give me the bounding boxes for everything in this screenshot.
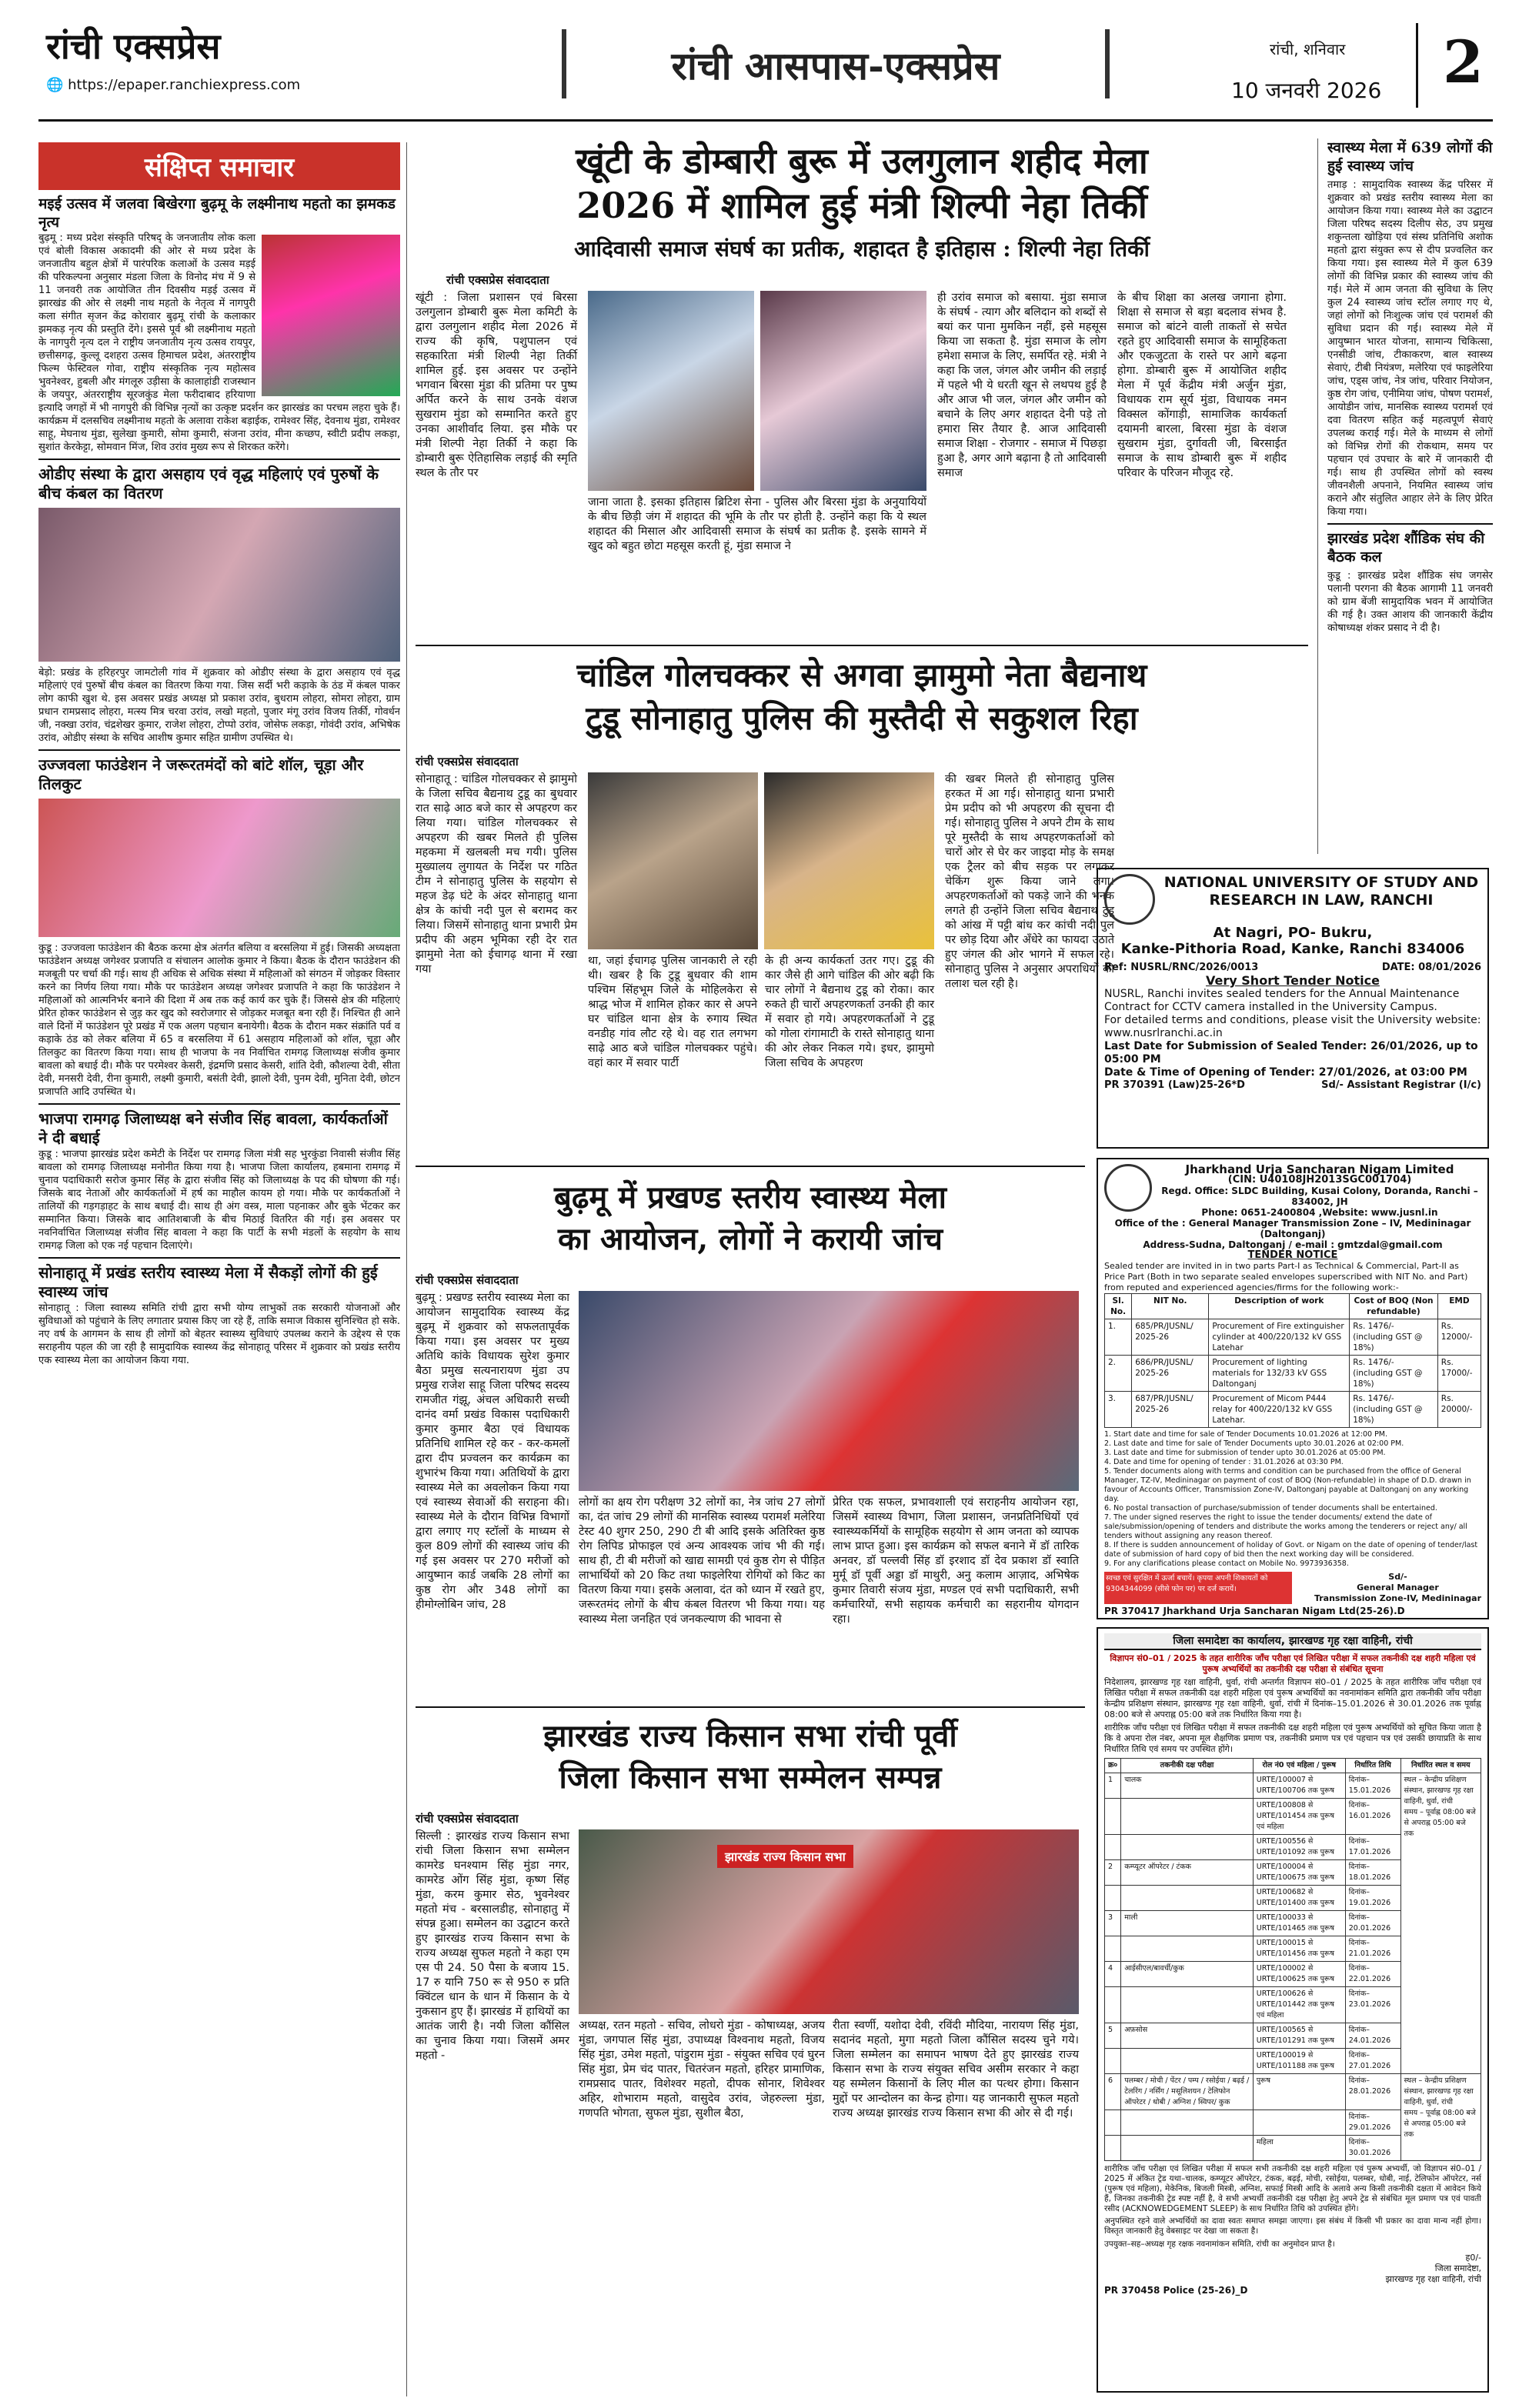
masthead-rule <box>38 119 1493 122</box>
schedule-cell-no <box>1105 2110 1121 2136</box>
lead-4-bureau: रांची एक्सप्रेस संवाददाता <box>416 1812 519 1826</box>
tender-cell-sl: 1. <box>1105 1319 1132 1356</box>
tender-row <box>1105 1392 1481 1428</box>
schedule-cell-roll: URTE/100626 से URTE/101442 तक पुरूष एवं महिला <box>1253 1987 1345 2023</box>
place-text: स्थल – केन्द्रीय प्रशिक्षण संस्थान, झारखण्ड गृह रक्षा वाहिनी, धुर्वा, रांची <box>1404 2076 1474 2106</box>
jusnl-tender-table <box>1104 1293 1481 1428</box>
brief-1-photo <box>262 235 400 396</box>
schedule-cell-date: दिनांक–23.01.2026 <box>1345 1987 1400 2023</box>
newspaper-logo: रांची एक्सप्रेस <box>46 25 221 67</box>
lead-4-headline-a: झारखंड राज्य किसान सभा रांची पूर्वी <box>543 1718 957 1754</box>
tender-cell-desc: Procurement of Fire extinguisher cylinder at 400/220/132 kV GSS Latehar <box>1209 1319 1350 1356</box>
schedule-cell-roll: URTE/100556 से URTE/101092 तक पुरूष <box>1253 1835 1345 1860</box>
lead-4-headline-b: जिला किसान सभा सम्मेलन सम्पन्न <box>559 1759 942 1796</box>
nusrl-sd: Sd/- <box>1321 1079 1344 1091</box>
schedule-cell-trade <box>1121 1835 1254 1860</box>
schedule-cell-no: 6 <box>1105 2074 1121 2110</box>
page-divider <box>1416 23 1418 108</box>
schedule-cell-no <box>1105 2136 1121 2161</box>
schedule-cell-date: दिनांक–18.01.2026 <box>1345 1860 1400 1886</box>
lead-2-col-3: के ही अन्य कार्यकर्ता उतर गए। टुडू की कार जैसे ही आगे चांडिल की ओर बढ़ी कि चार लोगों ने बैद्यनाथ टुडू को रोका। कार रुकते ही चारों अपहरणकर्ता उनकी ही कार में सवार हो गये। अपहरणकर्ताओं ने टुडू को गोला रांगामाटी के रास्ते सोनाहातु थाना की ओर लेकर निकल गये। इधर, झामुमो जिला सचिव के अपहरण <box>765 955 934 1069</box>
schedule-cell-no: 3 <box>1105 1911 1121 1936</box>
col-roll: रोल नं0 एवं महिला / पुरूष <box>1253 1759 1345 1773</box>
lead-1-col-2: जाना जाता है. इसका इतिहास ब्रिटिश सेना - पुलिस और बिरसा मुंडा के अनुयायियों के बीच छिड़ी जंग में शहादत की भूमि के तौर पर होती है. उन्होंने कहा कि ये स्थल शहादत की मिसाल और आदिवासी समाज के संघर्ष का प्रतीक है. इसके सामने में खुद को बहुत छोटा महसूस करती हूं, मुंडा समाज ने <box>588 496 926 552</box>
schedule-cell-roll: URTE/100033 से URTE/101465 तक पुरूष <box>1253 1911 1345 1936</box>
tender-row <box>1105 1319 1481 1356</box>
brief-1-title: मइर्ई उत्सव में जलवा बिखेरगा बुढ़मू के लक्ष्मीनाथ महतो का झमकड नृत्य <box>38 195 396 231</box>
jusnl-phone: Phone: 0651-2400804 ,Website: www.jusnl.in <box>1201 1207 1438 1218</box>
lead-3-headline-b: का आयोजन, लोगों ने करायी जांच <box>558 1221 943 1257</box>
col-place: निर्धारित स्थल व समय <box>1400 1759 1481 1773</box>
tender-term: 1. Start date and time for sale of Tender Documents 10.01.2026 at 12:00 PM. <box>1104 1430 1388 1439</box>
schedule-cell-trade: माली <box>1121 1911 1254 1936</box>
divider <box>38 1103 400 1105</box>
brief-5-title: सोनाहातू में प्रखंड स्तरीय स्वास्थ्य मेला में सैकड़ों लोगों की हुई स्वास्थ्य जांच <box>38 1263 378 1301</box>
nusrl-body-2: For detailed terms and conditions, please visit the University website: www.nusrlranchi.ac.in <box>1104 1014 1481 1039</box>
lead-2-col-4: की खबर मिलते ही सोनाहातु पुलिस हरकत में आ गई। सोनाहातु थाना प्रभारी प्रेम प्रदीप को भी अपहरण की सूचना दी गई। सोनाहातु पुलिस ने अपने टीम के साथ पूरे मुस्तैदी के साथ अपहरणकर्ताओं को चारों ओर से घेर कर जाइदा मोड़ के समक्ष एक ट्रैलर को बीच सड़क पर लगाकर चेकिंग शुरू किया जाने लगा। अपहरणकर्ताओं को पकड़े जाने की भनक लगते ही उन्होंने जिला सचिव बैद्यनाथ टुडू को आंख में पट्टी बांध कर कांची नदी पुल पर छोड़ दिया और अँधेरे का फायदा उठाते हुए जंगल की ओर भागने में सफल रहे। सोनाहातु पुलिस ने अनुसार अपराधियों की तलाश चल रही है। <box>945 773 1114 990</box>
tender-cell-desc: Procurement of lighting materials for 132/33 kV GSS Daltonganj <box>1209 1356 1350 1392</box>
lead-story-1 <box>416 138 1308 639</box>
tender-cell-cost: Rs. 1476/- (including GST @ 18%) <box>1350 1319 1438 1356</box>
col-emd: EMD <box>1437 1294 1481 1319</box>
jusnl-intro: Sealed tender are invited in in two parts Part-I as Technical & Commercial, Part-II as Price Part (Both in two separate sealed envelopes superscribed with NIT No. and Part) from reputed and experienced agencies/firms for the following work:- <box>1104 1261 1468 1292</box>
issue-date: 10 जनवरी 2026 <box>1231 78 1382 103</box>
schedule-cell-date: दिनांक–22.01.2026 <box>1345 1962 1400 1987</box>
schedule-cell-no: 1 <box>1105 1773 1121 1799</box>
lead-4-col-3: रीता स्वर्णी, यशोदा देवी, रविंदी मौदिया, नारायण सिंह मुंडा, सदानंद महतो, मुगा महतो जिला कौंसिल सदस्य चुने गये। जिला सम्मेलन का समापन भाषण देते हुए झारखंड राज्य किसान सभा के राज्य संयुक्त सचिव असीम सरकार ने कहा यह सम्मेलन किसानों के लिए मील का पत्थर होगा। किसान मुद्दों पर आन्दोलन का केन्द्र होगा। यह जानकारी सुफल महतो राज्य अध्यक्ष झारखंड राज्य किसान सभा की ओर से दी गई। <box>833 2019 1079 2120</box>
schedule-cell-trade <box>1121 1936 1254 1962</box>
home-guard-schedule <box>1104 1758 1481 2161</box>
schedule-cell-trade: आईसीएल/बावर्ची/कुक <box>1121 1962 1254 1987</box>
lead-3-headline-a: बुढ़मू में प्रखण्ड स्तरीय स्वास्थ्य मेला <box>554 1179 946 1216</box>
nusrl-last-date: Last Date for Submission of Sealed Tender: 26/01/2026, up to 05:00 PM <box>1104 1040 1478 1066</box>
lead-2-headline-b: टुडू सोनाहातु पुलिस की मुस्तैदी से सकुशल रिहा <box>586 699 1138 737</box>
right-2-title: झारखंड प्रदेश शौंडिक संघ की बैठक कल <box>1327 530 1485 565</box>
jusnl-terms <box>1104 1430 1481 1569</box>
divider <box>416 1706 1085 1708</box>
home-guard-header: जिला समादेष्टा का कार्यालय, झारखण्ड गृह रक्षा वाहिनी, रांची <box>1104 1633 1481 1650</box>
brief-3-body: कुडू : उज्जवला फाउंडेशन की बैठक करमा क्षेत्र अंतर्गत बलिया व बरसलिया में हुई। जिसकी अध्यक्षता फाउंडेशन अध्यक्ष जगेश्वर प्रजापति व संचालन आलोक कुमार ने किया। बैठक के दौरान फाउंडेशन की मजबूती पर चर्चा की गई। साथ ही अधिक से अधिक संस्था में महिलाओं को संगठन में जोड़कर विस्तार करने का निर्णय लिया गया। मौके पर फाउंडेशन अध्यक्ष जगेश्वर प्रजापति ने कहा कि फाउंडेशन ने महिलाओं को आत्मनिर्भर बनाने की दिशा में अब तक कई कार्य कर चुके हैं। जिससे क्षेत्र की महिलाएं प्रेरित होकर फाउंडेशन से जुड़ कर खुद को स्वरोजगार से जोड़कर मजबूत बना रही हैं। निश्चित ही आने वाले दिनों में फाउंडेशन पूरे प्रखंड में एक अलग पहचान बनायेगी। बैठक के दौरान मकर संक्रांति पर्व व कड़ाके ठंड को लेकर बलिया में 65 व बरसलिया में 61 असहाय महिलाओं को शॉल, चूड़ा और तिलकुट का वितरण किया गया। साथ ही भाजपा के नव निर्वाचित रामगढ़ जिलाध्यक्ष संजीव कुमार बावला को बधाई दी। मौके पर परमेश्वर केसरी, इंद्रमणि प्रसाद केसरी, शांति देवी, कौशल्या देवी, सीता देवी, मनसरी देवी, रीना कुमारी, लक्ष्मी कुमारी, बसंती देवी, झालो देवी, पुनम देवी, मुनिता देवी, छोटन प्रजापति आदि उपस्थित थे। <box>38 942 400 1098</box>
schedule-cell-date: दिनांक–24.01.2026 <box>1345 2023 1400 2049</box>
lead-1-photo-1 <box>588 291 754 491</box>
schedule-cell-date: दिनांक–20.01.2026 <box>1345 1911 1400 1936</box>
home-guard-notice <box>1097 1627 1489 2393</box>
masthead <box>0 0 1529 123</box>
nusrl-open-date: Date & Time of Opening of Tender: 27/01/2026, at 03:00 PM <box>1104 1066 1467 1079</box>
jusnl-tender-ad <box>1097 1158 1489 1619</box>
schedule-cell-trade <box>1121 1886 1254 1911</box>
epaper-url-text: https://epaper.ranchiexpress.com <box>68 77 301 93</box>
lead-3-col-3: प्रेरित एक सफल, प्रभावशाली एवं सराहनीय आयोजन रहा, जिसमें स्वास्थ्य विभाग, जिला प्रशासन, जनप्रतिनिधियों एवं स्वास्थ्यकर्मियों के सामूहिक सहयोग से आम जनता को व्यापक लाभ प्राप्त हुआ। इस कार्यक्रम को सफल बनाने में डॉ तारिक अनवर, डॉ पल्लवी सिंह डॉ इरशाद डॉ देव प्रकाश डॉ स्वाति मुर्मू डॉ पूर्वी अड्डा डॉ माथुरी, अनु कलाम आज़ाद, अभिषेक कुमार तिवारी संजय मुंडा, मण्डल एवं सभी पदाधिकारी, सभी कर्मचारियों, सभी सहायक कर्मचारी का सहरानीय योगदान रहा। <box>833 1496 1079 1626</box>
home-guard-sign-2: झारखण्ड गृह रक्षा वाहिनी, रांची <box>1385 2274 1481 2284</box>
tender-cell-cost: Rs. 1476/- (including GST @ 18%) <box>1350 1392 1438 1428</box>
tender-term: 7. The under signed reserves the right to issue the tender documents/ extend the date of sale/submission/opening of tenders and distribute the works among the tenderers or reject any/ all tenders without assigning any reason thereof. <box>1104 1513 1467 1540</box>
schedule-cell-roll: पुरूष <box>1253 2074 1345 2110</box>
home-guard-p4: अनुपस्थित रहने वाले अभ्यर्थियों का दावा स्वतः समाप्त समझा जाएगा। इस संबंध में किसी भी प्रकार का दावा मान्य नहीं होगा। विस्तृत जानकारी हेतु वेबसाइट पर देखा जा सकता है। <box>1104 2216 1481 2236</box>
divider <box>1327 523 1493 525</box>
column-rule <box>1317 138 1318 854</box>
brief-4-title: भाजपा रामगढ़ जिलाध्यक्ष बने संजीव सिंह बावला, कार्यकर्ताओं ने दी बधाई <box>38 1109 388 1147</box>
globe-icon: 🌐 <box>46 77 68 93</box>
col-sl: Sl. No. <box>1105 1294 1132 1319</box>
lead-1-subhead: आदिवासी समाज संघर्ष का प्रतीक, शहादत है इतिहास : शिल्पी नेहा तिर्की <box>574 236 1150 262</box>
schedule-cell-date: दिनांक–28.01.2026 <box>1345 2074 1400 2110</box>
lead-story-3 <box>416 1177 1085 1700</box>
tender-cell-cost: Rs. 1476/- (including GST @ 18%) <box>1350 1356 1438 1392</box>
jusnl-regd: Regd. Office: SLDC Building, Kusai Colony, Doranda, Ranchi – 834002, JH <box>1161 1186 1478 1207</box>
nusrl-addr1: At Nagri, PO- Bukru, <box>1213 925 1373 941</box>
lead-2-col-2: था, जहां ईचागढ़ पुलिस जानकारी ले रही थी। खबर है कि टुडू बुधवार की शाम पश्चिम सिंहभूम जिले के मोहिलकेरा से श्राद्ध भोज में शामिल होकर कार से अपने घर चांडिल थाना क्षेत्र के रुगाय स्थित वनडीह गांव लौट रहे थे। वह रात लगभग साढ़े आठ बजे चांडिल गोलचक्कर पहुंचे। वहां कार में सवार पार्टी <box>588 955 757 1069</box>
jusnl-slogan: स्वच्छ एवं सुरक्षित में ऊर्जा बचायें। कृपया अपनी शिकायतों को 9304344099 (सीसे फोन पर) पर दर्ज करायें। <box>1104 1572 1292 1604</box>
column-rule <box>406 142 407 2396</box>
schedule-cell-no <box>1105 1835 1121 1860</box>
schedule-cell-roll: URTE/100002 से URTE/100625 तक पुरूष <box>1253 1962 1345 1987</box>
schedule-cell-trade <box>1121 2049 1254 2074</box>
schedule-cell-date: दिनांक–15.01.2026 <box>1345 1773 1400 1799</box>
schedule-row <box>1105 2074 1481 2110</box>
jusnl-pr: PR 370417 Jharkhand Urja Sancharan Nigam Ltd(25-26).D <box>1104 1606 1405 1616</box>
tender-term: 4. Date and time for opening of tender : 31.01.2026 at 03:30 PM. <box>1104 1458 1344 1466</box>
col-nit: NIT No. <box>1132 1294 1209 1319</box>
tender-cell-sl: 3. <box>1105 1392 1132 1428</box>
lead-3-bureau: रांची एक्सप्रेस संवाददाता <box>416 1273 519 1287</box>
schedule-cell-no <box>1105 2049 1121 2074</box>
tender-cell-emd: Rs. 17000/- <box>1437 1356 1481 1392</box>
place-text: स्थल – केन्द्रीय प्रशिक्षण संस्थान, झारखण्ड गृह रक्षा वाहिनी, धुर्वा, रांची <box>1404 1776 1474 1806</box>
home-guard-pr: PR 370458 Police (25-26)_D <box>1104 2285 1248 2296</box>
lead-4-col-2: अध्यक्ष, रतन महतो - सचिव, लोधरो मुंडा - कोषाध्यक्ष, अजय मुंडा, जगपाल सिंह मुंडा, उपाध्यक्ष विश्वनाथ महतो, विजय सिंह मुंडा, उमेश महतो, पांडुराम मुंडा - संयुक्त सचिव एवं घुरन सिंह मुंडा, प्रेम चंद पातर, चितरंजन महतो, हरिहर प्रामाणिक, रामप्रसाद पातर, विशेश्वर महतो, दीपक सोनार, शिवेश्वर अहिर, शोभाराम महतो, वासुदेव उरांव, जेहरुल्ला मुंडा, गणपति भोगता, सुफल मुंडा, सुशील बैठा, <box>579 2019 825 2120</box>
brief-2-body: बेड़ो: प्रखंड के हरिहरपुर जामटोली गांव में शुक्रवार को ओडीए संस्था के द्वारा असहाय एवं वृद्ध महिलाएं एवं पुरुषों बीच कंबल का वितरण किया गया. जिस सर्दी भरी कड़ाके के ठंड में कंबल पाकर लोग काफी खुश थे. इस अवसर प्रखंड अध्यक्ष प्रो प्रकाश उरांव, बुधराम लोहरा, सोमरा लोहरा, ग्राम प्रधान रामप्रसाद लोहरा, मत्स्य मित्र चरवा उरांव, लखो महतो, पुजार मंगू उरांव विजय तिर्की, गोवर्धन जी, नक्खा उरांव, चंद्रशेखर कुमार, राजेश लोहरा, टोप्पो उरांव, जोसेफ लकड़ा, गोवंदी उरांव, अभिषेक उरांव, ओडीए संस्था के सचिव आशीष कुमार सहित ग्रामीण उपस्थित थे। <box>38 667 400 744</box>
nusrl-name: NATIONAL UNIVERSITY OF STUDY AND RESEARCH IN LAW, RANCHI <box>1163 874 1479 909</box>
time-text: समय – पूर्वाह्न 08:00 बजे से अपराह्न 05:00 बजे तक <box>1404 1808 1476 1838</box>
schedule-cell-date: दिनांक–27.01.2026 <box>1345 2049 1400 2074</box>
divider <box>38 459 400 460</box>
schedule-cell-no <box>1105 1987 1121 2023</box>
schedule-cell-roll: URTE/100015 से URTE/101456 तक पुरूष <box>1253 1936 1345 1962</box>
schedule-cell-trade: कम्प्यूटर ऑपरेटर / टंकक <box>1121 1860 1254 1886</box>
schedule-cell-roll <box>1253 2110 1345 2136</box>
nusrl-notice-title: Very Short Tender Notice <box>1206 973 1380 988</box>
schedule-cell-no: 2 <box>1105 1860 1121 1886</box>
jusnl-notice-title: TENDER NOTICE <box>1247 1249 1338 1261</box>
schedule-cell-no: 5 <box>1105 2023 1121 2049</box>
nusrl-addr2: Kanke-Pithoria Road, Kanke, Ranchi 834006 <box>1120 941 1465 957</box>
brief-3-photo <box>38 799 400 937</box>
place-day: रांची, शनिवार <box>1270 40 1346 58</box>
tender-cell-desc: Procurement of Micom P444 relay for 400/220/132 kV GSS Latehar. <box>1209 1392 1350 1428</box>
schedule-cell-no <box>1105 1886 1121 1911</box>
schedule-cell-roll: URTE/100565 से URTE/101291 तक पुरूष <box>1253 2023 1345 2049</box>
schedule-row <box>1105 1773 1481 1799</box>
schedule-cell-roll: URTE/100007 से URTE/100706 तक पुरूष <box>1253 1773 1345 1799</box>
lead-1-headline-a: खूंटी के डोम्बारी बुरू में उलगुलान शहीद मेला <box>576 140 1148 182</box>
home-guard-p2: शारीरिक जाँच परीक्षा एवं लिखित परीक्षा में सफल तकनीकी दक्ष शहरी महिला एवं पुरूष अभ्यर्थियों को सूचित किया जाता है कि वे अपना रोल नंबर, अपना मूल शैक्षणिक प्रमाण पत्र, तकनीकी प्रमाण पत्र एवं पहचान पत्र एवं उसकी छायाप्रति के साथ निर्धारित तिथि एवं समय पर उपस्थित होंगे। <box>1104 1723 1481 1754</box>
nusrl-sign: Assistant Registrar (I/c) <box>1347 1079 1481 1091</box>
jusnl-office: Office of the : General Manager Transmission Zone – IV, Medininagar (Daltonganj) <box>1114 1218 1471 1239</box>
col-trade: तकनीकी दक्ष परीक्षा <box>1121 1759 1254 1773</box>
schedule-cell-date: दिनांक–19.01.2026 <box>1345 1886 1400 1911</box>
nusrl-pr: PR 370391 (Law)25-26*D <box>1104 1079 1245 1091</box>
lead-2-photo-1 <box>588 772 758 949</box>
home-guard-p3: शारीरिक जाँच परीक्षा एवं लिखित परीक्षा में सफल सभी तकनीकी दक्ष शहरी महिला एवं पुरूष अभ्यर्थी, जो विज्ञापन सं0–01 / 2025 में अंकित ट्रेड यथा–चालक, कम्प्यूटर ऑपरेटर, टंकक, बढ़ई, मोची, रसोईया, पलम्बर, धोबी, नाई, टेलिफोन ऑपरेटर, नर्स (पुरूष एवं महिला), मेकेनिक, बिजली मिस्त्री, अग्निश, सफाई मिस्त्री आदि के अलावे अन्य किसी तकनीकी दक्षता में आवेदन किये हैं, जिनका तकनीकी ट्रेड स्पष्ट नहीं है, वे सभी अभ्यर्थी तकनीकी दक्ष परीक्षा हेतु अपने ट्रेड से संबंधित मूल प्रमाण पत्र एवं पावती रसीद (ACKNOWEDGEMENT SLEEP) के साथ निर्धारित तिथि को उपस्थित होंगे। <box>1104 2164 1481 2213</box>
schedule-cell-trade: अफ़सोस <box>1121 2023 1254 2049</box>
tender-cell-sl: 2. <box>1105 1356 1132 1392</box>
lead-1-headline-b: 2026 में शामिल हुई मंत्री शिल्पी नेहा तिर्की <box>576 185 1147 226</box>
brief-2-photo <box>38 508 400 662</box>
tender-term: 9. For any clarifications please contact on Mobile No. 9973936358. <box>1104 1559 1349 1568</box>
divider <box>38 749 400 751</box>
brief-1-body: बुढ़मू : मध्य प्रदेश संस्कृति परिषद् के जनजातीय लोक कला एवं बोली विकास अकादमी की ओर से मध्य प्रदेश के जनजातीय बहुल क्षेत्रों में पारंपरिक कलाओं के उत्सव मड़ई की परिकल्पना अनुसार मंडला जिला के विनोद मंच में 9 से 11 जनवरी तक आयोजित तीन दिवसीय मड़ई उत्सव में झारखंड की ओर से लक्ष्मी नाथ महतो के नेतृत्व में नागपुरी कला संगीत सृजन केंद्र कोरावार बुढ़मू रांची के कलाकार झमकड़ नृत्य की प्रस्तुति देंगे। इससे पूर्व श्री लक्ष्मीनाथ महतो के नागपुरी नृत्य दल ने राष्ट्रीय जनजातीय नृत्य उत्सव रायपुर, छत्तीसगढ़, कुल्लू दशहरा उत्सव हिमाचल प्रदेश, अंतरराष्ट्रीय फिल्म फेस्टिवल गोवा, राष्ट्रीय संस्कृतिक नृत्य महोत्सव भुवनेश्वर, हुबली और मंगलूरु उड़ीसा के कालाहांडी राजस्थान के जयपुर, अंतरराष्ट्रीय सूरजकुंड मेला फरीदाबाद हरियाणा इत्यादि जगहों में भी नागपुरी की विभिन्न नृत्यों का उत्कृष्ट प्रदर्शन कर झारखंड का परचम लहरा चुके हैं। कार्यक्रम में दलसचिव लक्ष्मीनाथ महतो के अलावा राकेश बड़ाईक, रामेश्वर सिंह, देवनाथ मुंडा, रामेश्वर साहू, मेघनाथ मुंडा, सुलेखा कुमारी, सोमा कुमारी, संजना उरांव, मीना कच्छप, स्वीटी प्रदीप लकड़ा, सुशांत केरकेट्टा, सोमवान मिंज, शिव उरांव मुख्य रूप से शिरकत करेंगे। <box>38 232 400 453</box>
schedule-cell-trade <box>1121 2136 1254 2161</box>
schedule-cell-roll: URTE/100682 से URTE/101400 तक पुरूष <box>1253 1886 1345 1911</box>
tender-cell-nit: 686/PR/JUSNL/ 2025-26 <box>1132 1356 1209 1392</box>
section-banner <box>562 29 1110 98</box>
brief-column <box>38 142 400 2396</box>
schedule-cell-trade <box>1121 2110 1254 2136</box>
lead-4-photo-banner: झारखंड राज्य किसान सभा <box>717 1845 853 1868</box>
home-guard-sign-1: जिला समादेष्टा, <box>1434 2263 1481 2273</box>
schedule-cell-roll: URTE/100019 से URTE/101188 तक पुरूष <box>1253 2049 1345 2074</box>
jusnl-zone: Transmission Zone-IV, Medininagar <box>1314 1593 1481 1603</box>
col-no: क्र० <box>1105 1759 1121 1773</box>
lead-2-photo-2 <box>764 772 934 949</box>
jusnl-name: Jharkhand Urja Sancharan Nigam Limited <box>1185 1162 1454 1176</box>
jusnl-logo-icon <box>1104 1164 1152 1212</box>
section-title: रांची आसपास-एक्सप्रेस <box>671 43 1000 88</box>
brief-3-title: उज्जवला फाउंडेशन ने जरूरतमंदों को बांटे शॉल, चूड़ा और तिलकुट <box>38 755 364 793</box>
brief-2-title: ओडीए संस्था के द्वारा असहाय एवं वृद्ध महिलाएं एवं पुरुषों के बीच कंबल का वितरण <box>38 465 379 502</box>
lead-2-col-1: सोनाहातू : चांडिल गोलचक्कर से झामुमो के जिला सचिव बैद्यनाथ टुडू का बुधवार रात साढ़े आठ बजे कार से अपहरण कर लिया गया। चांडिल गोलचक्कर से अपहरण की खबर मिलते ही पुलिस महकमा में खलबली मच गयी। पुलिस मुख्यालय लुगायत के निर्देश पर गठित टीम ने सोनाहातु पुलिस के सहयोग से महज डेढ़ घंटे के अंदर सोनाहातु थाना क्षेत्र के कांची नदी पुल से बरामद कर लिया। जिसमें सोनाहातु थाना प्रभारी प्रेम प्रदीप की अहम भूमिका रही देर रात झामुमो नेता को ईचागढ़ थाना में रखा गया <box>416 773 577 976</box>
schedule-cell-no <box>1105 1936 1121 1962</box>
schedule-cell-roll: महिला <box>1253 2136 1345 2161</box>
schedule-cell-trade <box>1121 1799 1254 1835</box>
col-desc: Description of work <box>1209 1294 1350 1319</box>
lead-3-photo <box>579 1291 1079 1491</box>
tender-cell-nit: 685/PR/JUSNL/ 2025-26 <box>1132 1319 1209 1356</box>
lead-1-bureau: रांची एक्सप्रेस संवाददाता <box>446 273 549 287</box>
time-text: समय – पूर्वाह्न 08:00 बजे से अपराह्न 05:00 बजे तक <box>1404 2109 1476 2139</box>
home-guard-ref: विज्ञापन सं0–01 / 2025 के तहत शारीरिक जाँच परीक्षा एवं लिखित परीक्षा में सफल तकनीकी दक्ष शहरी महिला एवं पुरूष अभ्यर्थियों का तकनीकी दक्ष परीक्षा से संबंधित सूचना <box>1110 1653 1476 1674</box>
jusnl-cin: (CIN: U40108JH2013SGC001704) <box>1227 1174 1412 1186</box>
jusnl-email: Address-Sudna, Daltonganj / e-mail : gmtzdal@gmail.com <box>1143 1239 1443 1250</box>
lead-2-bureau: रांची एक्सप्रेस संवाददाता <box>416 755 519 769</box>
schedule-cell-no: 4 <box>1105 1962 1121 1987</box>
tender-term: 2. Last date and time for sale of Tender Documents upto 30.01.2026 at 02:00 PM. <box>1104 1439 1404 1448</box>
lead-1-col-4: के बीच शिक्षा का अलख जगाना होगा. शिक्षा से समाज से बड़ा बदलाव संभव है. समाज को बांटने वाली ताकतों से सचेत रहते हुए आदिवासी समाज के सामूहिकता और एकजुटता के रास्ते पर आगे बढ़ना होगा. डोम्बारी बुरू में आयोजित शहीद मेला में पूर्व केंद्रीय मंत्री अर्जुन मुंडा, विधायक राम सूर्य मुंडा, विधायक नमन विक्सल कोंगाड़ी, सामाजिक कार्यकर्ता दयामनी बारला, बिरसा मुंडा के वंशज सुखराम मुंडा, दुर्गावती जी, बिरसाईत समाज के साथ डोम्बारी बुरू में शहीद परिवार के परिजन मौजूद रहे. <box>1117 292 1287 479</box>
schedule-cell-date: दिनांक–16.01.2026 <box>1345 1799 1400 1835</box>
schedule-place-1 <box>1400 1773 1481 2074</box>
lead-1-col-1: खूंटी : जिला प्रशासन एवं बिरसा उलगुलान डोम्बारी बुरू मेला कमिटी के द्वारा उलगुलान शहीद मेला 2026 में राज्य की कृषि, पशुपालन एवं सहकारिता मंत्री शिल्पी नेहा तिर्की शामिल हुई. इस अवसर पर उन्होंने भगवान बिरसा मुंडा की प्रतिमा पर पुष्प अर्पित करने के साथ उनके वंशज सुखराम मुंडा को सम्मानित करते हुए उनका आशीर्वाद लिया. इस मौके पर मंत्री शिल्पी नेहा तिर्की ने कहा कि डोम्बारी बुरू ऐतिहासिक लड़ाई की स्मृति स्थल के तौर पर <box>416 292 577 479</box>
page-number: 2 <box>1443 28 1484 96</box>
col-date: निर्धारित तिथि <box>1345 1759 1400 1773</box>
right-1-title: स्वास्थ्य मेला में 639 लोगों की हुई स्वास्थ्य जांच <box>1327 139 1493 175</box>
lead-story-4 <box>416 1716 1085 2393</box>
nusrl-body: NUSRL, Ranchi invites sealed tenders for the Annual Maintenance Contract for CCTV camera installed in the University Campus. <box>1104 988 1460 1013</box>
right-column <box>1327 138 1493 854</box>
university-seal-icon <box>1104 874 1155 925</box>
home-guard-sd: ह0/- <box>1465 2253 1481 2263</box>
tender-cell-emd: Rs. 20000/- <box>1437 1392 1481 1428</box>
epaper-url <box>46 77 300 93</box>
tender-term: 8. If there is sudden announcement of holiday of Govt. or Nigam on the date of opening of tender/last date of submission of hard copy of bid then the next working day will be considered. <box>1104 1541 1478 1559</box>
schedule-cell-date: दिनांक–30.01.2026 <box>1345 2136 1400 2161</box>
brief-5-body: सोनाहातू : जिला स्वास्थ्य समिति रांची द्वारा सभी योग्य लाभुकों तक सरकारी योजनाओं और सुविधाओं को पहुंचाने के लिए लगातार प्रयास किए जा रहे हैं, ताकि समाज विकास सुनिश्चित हो सके. नए वर्ष के आगमन के साथ ही लोगों को बेहतर स्वास्थ्य सुविधाएं उपलब्ध कराने के उद्देश्य से एक सराहनीय पहल की जा रही है सामुदायिक स्वास्थ्य केंद्र सोनाहातू परिसर में शुक्रवार को प्रखंड स्तरीय एक स्वास्थ्य मेला का आयोजन किया गया. <box>38 1302 400 1366</box>
home-guard-p1: निदेशालय, झारखण्ड गृह रक्षा वाहिनी, धुर्वा, रांची अन्तर्गत विज्ञापन सं0–01 / 2025 के तहत शारीरिक जाँच परीक्षा एवं लिखित परीक्षा में सफल तकनीकी दक्ष शहरी महिला एवं पुरूष अभ्यर्थियों का नवनामांकन समिति द्वारा तकनीकी जाँच परीक्षा केन्द्रीय प्रशिक्षण संस्थान, झारखण्ड गृह रक्षा वाहिनी, धुर्वा, रांची में दिनांक–15.01.2026 से 30.01.2026 तक पूर्वाह्न 08:00 बजे से अपराह्न 05:00 बजे तक निर्धारित किया गया है। <box>1104 1677 1481 1719</box>
schedule-cell-roll: URTE/100808 से URTE/101454 तक पुरूष एवं महिला <box>1253 1799 1345 1835</box>
divider <box>38 1257 400 1259</box>
schedule-place-2 <box>1400 2074 1481 2161</box>
lead-1-col-3: ही उरांव समाज को बसाया. मुंडा समाज के संघर्ष - त्याग और बलिदान को शब्दों से बयां कर पाना मुमकिन नहीं, इसे महसूस किया जा सकता है. मुंडा समाज के लोग हमेशा समाज के लिए, समर्पित रहे. मंत्री ने कहा कि जल, जंगल और जमीन की लड़ाई में पहले भी ये धरती खून से लथपथ हुई है और आज भी जल, जंगल और जमीन को बचाने के लिए अगर शहादत देनी पड़े तो हमारा सिर तैयार है. आज आदिवासी समाज शिक्षा - रोजगार - समाज में पिछड़ा हुआ है, अगर आगे बढ़ाना है तो आदिवासी समाज <box>937 292 1107 479</box>
nusrl-tender-ad <box>1097 868 1489 1149</box>
lead-1-photo-2 <box>760 291 926 491</box>
tender-row <box>1105 1356 1481 1392</box>
divider <box>416 1166 1085 1167</box>
tender-term: 3. Last date and time for submission of tender upto 30.01.2026 at 05:00 PM. <box>1104 1449 1386 1457</box>
schedule-cell-date: दिनांक–21.01.2026 <box>1345 1936 1400 1962</box>
schedule-cell-no <box>1105 1799 1121 1835</box>
home-guard-p5: उपयुक्त–सह–अध्यक्ष गृह रक्षक नवनामांकन समिति, रांची का अनुमोदन प्राप्त है। <box>1104 2240 1335 2249</box>
schedule-cell-trade <box>1121 1987 1254 2023</box>
schedule-cell-trade: चालक <box>1121 1773 1254 1799</box>
schedule-cell-roll: URTE/100004 से URTE/100675 तक पुरूष <box>1253 1860 1345 1886</box>
nusrl-date: DATE: 08/01/2026 <box>1381 962 1481 973</box>
schedule-cell-trade: पलम्बर / मोची / पेंटर / पम्प / रसोईया / बढ़ई / टेलरिंग / नर्सिंग / मसूलिशयन / टेलिफोन ऑपरेटर / धोबी / अग्निश / स्विपर/ कुक <box>1121 2074 1254 2110</box>
jusnl-sd: Sd/- <box>1388 1572 1407 1582</box>
lead-2-headline-a: चांडिल गोलचक्कर से अगवा झामुमो नेता बैद्यनाथ <box>576 656 1147 694</box>
lead-3-col-1: बुढ़मू : प्रखण्ड स्तरीय स्वास्थ्य मेला का आयोजन सामुदायिक स्वास्थ्य केंद्र बुढ़मू में शुक्रवार को सफलतापूर्वक किया गया। इस अवसर पर मुख्य अतिथि कांके विधायक सुरेश कुमार बैठा प्रमुख सत्यनारायण मुंडा उप प्रमुख राजेश साहू जिला परिषद सदस्य रामजीत गंझू, अंचल अधिकारी सच्ची दानंद वर्मा प्रखंड विकास पदाधिकारी कुमार कुमार बैठा एवं विधायक प्रतिनिधि शामिल रहे कर - कर-कमलों द्वारा दीप प्रज्वलन कर कार्यक्रम का शुभारंभ किया गया। अतिथियों के द्वारा स्वास्थ्य मेले का अवलोकन किया गया एवं स्वास्थ्य सेवाओं की सराहना की। स्वास्थ्य मेले के दौरान विभिन्न विभागों द्वारा लगाए गए स्टॉलों के माध्यम से कुल 809 लोगों की स्वास्थ्य जांच की गई इस अवसर पर 270 मरीजों को आयुष्मान कार्ड जबकि 28 लोगों का कुष्ठ रोग और 348 लोगों का हीमोग्लोबिन जांच, 28 <box>416 1292 569 1611</box>
tender-term: 5. Tender documents along with terms and condition can be purchased from the office of General Manager, TZ-IV, Medininagar on payment of cost of BOQ (Non-refundable) in shape of D.D. drawn in favour of Accounts Officer, Transmission Zone-IV, Daltonganj payable at Daltonganj on any working day. <box>1104 1467 1471 1503</box>
schedule-cell-date: दिनांक–29.01.2026 <box>1345 2110 1400 2136</box>
lead-3-col-2: लोगों का क्षय रोग परीक्षण 32 लोगों का, नेत्र जांच 27 लोगों का, दंत जांच 29 लोगों की मानसिक स्वास्थ्य परामर्श मलेरिया टेस्ट 40 शुगर 250, 290 टी बी आदि इसके अतिरिक्त कुष्ठ रोग लिपिड प्रोफाइल एवं अन्य आवश्यक जांच भी की गई। साथ ही, टी बी मरीजों को खाद्य सामग्री एवं कुष्ठ रोग से पीड़ित लाभार्थियों को 20 किट तथा फाइलेरिया रोगियों को किट का वितरण किया गया। इसके अलावा, दंत को ध्यान में रखते हुए, जरूरतमंद लोगों के बीच कंबल वितरण भी किया गया। यह स्वास्थ्य मेला जनहित एवं जनकल्याण की भावना से <box>579 1496 825 1626</box>
lead-4-photo <box>579 1829 1079 2014</box>
tender-cell-nit: 687/PR/JUSNL/ 2025-26 <box>1132 1392 1209 1428</box>
schedule-cell-date: दिनांक–17.01.2026 <box>1345 1835 1400 1860</box>
brief-header: संक्षिप्त समाचार <box>38 142 400 190</box>
tender-cell-emd: Rs. 12000/- <box>1437 1319 1481 1356</box>
col-cost: Cost of BOQ (Non refundable) <box>1350 1294 1438 1319</box>
nusrl-ref: Ref: NUSRL/RNC/2026/0013 <box>1104 962 1259 973</box>
brief-4-body: कुडू : भाजपा झारखंड प्रदेश कमेटी के निर्देश पर रामगढ़ जिला मंत्री सह भुरकुंडा निवासी संजीव सिंह बावला को रामगढ़ जिलाध्यक्ष मनोनीत किया गया है। भाजपा जिला कार्यालय, हबमाना रामगढ़ में चुनाव पदाधिकारी सरोज कुमार सिंह के द्वारा संजीव सिंह को जिलाध्यक्ष के पद की घोषणा की गई। जिसके बाद नेताओं और कार्यकर्ताओं में हर्ष का माहौल कायम हो गया। मौके पर कार्यकर्ताओं ने तालियों की गड़गड़ाहट के साथ बधाई दी। साथ ही अंग वस्त्र, माला पहनाकर और बुके भेंटकर कर सम्मानित किया। जिसके बाद आतिशबाजी के बीच मिठाई वितरित की गई। इस अवसर पर नवनिर्वाचित जिलाध्यक्ष संजीव सिंह बावला ने कहा कि पार्टी के सभी मंडलों के सहयोग के साथ रामगढ़ जिला को एक नई पहचान दिलाएंगे। <box>38 1149 400 1252</box>
tender-term: 6. No postal transaction of purchase/submission of tender documents shall be entertained. <box>1104 1504 1437 1513</box>
jusnl-gm: General Manager <box>1357 1583 1439 1593</box>
lead-4-col-1: सिल्ली : झारखंड राज्य किसान सभा रांची जिला किसान सभा सम्मेलन कामरेड घनश्याम सिंह मुंडा नगर, कामरेड ओंग सिंह मुंडा, कृष्ण सिंह मुंडा, करम कुमार सेठ, भुवनेश्वर महतो मंच - बरसालडीह, सोनाहातु में संपन्न हुआ। सम्मेलन का उद्घाटन करते हुए झारखंड राज्य किसान सभा के राज्य अध्यक्ष सुफल महतो ने कहा एम एस पी 24. 50 पैसा के बजाय 15. 17 रु यानि 750 रू से 950 रु प्रति क्विंटल धान के धान में किसान के ये नुकसान हुए हैं। झारखंड में हाथियों का आतंक जारी है। नयी जिला कौंसिल का चुनाव किया गया। जिसमें अमर महतो - <box>416 1830 569 2062</box>
right-2-body: कुडू : झारखंड प्रदेश शौंडिक संघ जगसेर पलानी परगना की बैठक आगामी 11 जनवरी को ग्राम बेंजी सामुदायिक भवन में आयोजित की गई है। उक्त आशय की जानकारी केंद्रीय कोषाध्यक्ष शंकर प्रसाद ने दी है। <box>1327 570 1493 634</box>
right-1-body: तमाड़ : सामुदायिक स्वास्थ्य केंद्र परिसर में शुक्रवार को प्रखंड स्तरीय स्वास्थ्य मेला का आयोजन किया गया। स्वास्थ्य मेले का उद्घाटन जिला परिषद सदस्य दिलीप सेठ, उप प्रमुख शकुन्तला खोड़िया एवं संस्थ प्रतिनिधि अशोक महतो द्वारा संयुक्त रूप से दीप प्रज्वलित कर किया गया। इस स्वास्थ्य मेले में कुल 639 लोगों की विभिन्न प्रकार की स्वास्थ्य जांच की गई। मेले में आम जनता की सुविधा के लिए कुल 24 स्वास्थ्य जांच स्टॉल लगाए गए थे, जहां लोगों को निःशुल्क जांच एवं परामर्श की सुविधा प्रदान की गई। स्वास्थ्य मेले में आयुष्मान भारत योजना, सामान्य चिकित्सा, एनसीडी जांच, टीकाकरण, बाल स्वास्थ्य सेवाएं, टीबी नियंत्रण, मलेरिया एवं फाइलेरिया जांच, एड्स जांच, नेत्र जांच, परिवार नियोजन, कुष्ठ रोग जांच, एनीमिया जांच, पोषण परामर्श, आयोडीन जांच, मानसिक स्वास्थ्य परामर्श एवं दवा वितरण सहित कई महत्वपूर्ण सेवाएं उपलब्ध कराई गई। मेले के माध्यम से लोगों को विभिन्न रोगों की रोकथाम, समय पर पहचान एवं उपचार के बारे में जानकारी दी गई। साथ ही उपस्थित लोगों को स्वस्थ जीवनशैली अपनाने, नियमित स्वास्थ्य जांच कराने और संतुलित आहार लेने के लिए प्रेरित किया गया। <box>1327 179 1493 518</box>
divider <box>416 645 1308 646</box>
